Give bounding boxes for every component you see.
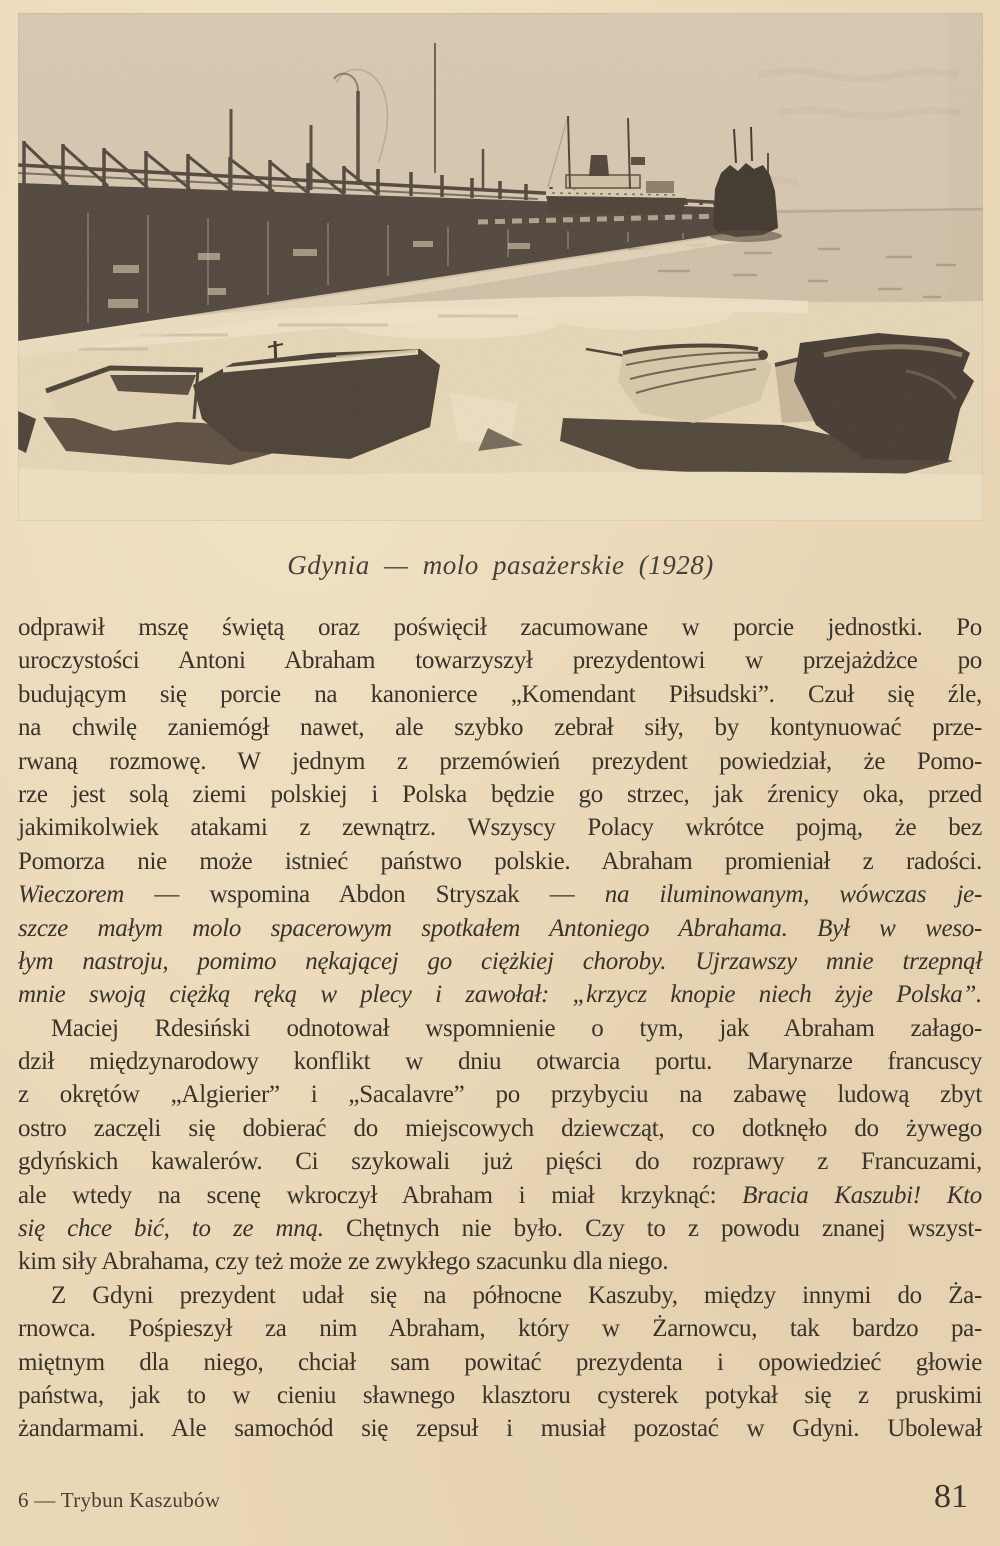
text-line: Wieczorem — wspomina Abdon Stryszak — na iluminowanym, wówczas je-: [18, 881, 982, 909]
text-line: mnie swoją ciężką ręką w plecy i zawołał: „krzycz knopie niech żyje Polska”.: [18, 981, 982, 1009]
photo-caption: Gdynia — molo pasażerskie (1928): [287, 550, 714, 580]
text-line: łym nastroju, pomimo nękającej go ciężkiej choroby. Ujrzawszy mnie trzepnął: [18, 947, 982, 975]
pier-photo: [18, 13, 983, 521]
text-line: na chwilę zaniemógł nawet, ale szybko zebrał siły, by kontynuować prze-: [18, 714, 982, 742]
text-line: szcze małym molo spacerowym spotkałem Antoniego Abrahama. Był w weso-: [18, 914, 982, 942]
text-line: państwa, jak to w cieniu sławnego klasztoru cysterek potykał się z pruskimi: [18, 1381, 982, 1409]
text-line: kim siły Abrahama, czy też może ze zwykłego szacunku dla niego.: [18, 1248, 669, 1276]
text-line: żandarmami. Ale samochód się zepsuł i musiał pozostać w Gdyni. Ubolewał: [18, 1415, 982, 1443]
text-line: miętnym dla niego, chciał sam powitać prezydenta i opowiedzieć głowie: [18, 1348, 982, 1376]
text-line: Maciej Rdesiński odnotował wspomnienie o tym, jak Abraham załago-: [51, 1014, 982, 1042]
text-line: Pomorza nie może istnieć państwo polskie. Abraham promieniał z radości.: [18, 847, 982, 875]
pier-photo-illustration: [18, 13, 983, 521]
text-line: odprawił mszę świętą oraz poświęcił zacumowane w porcie jednostki. Po: [18, 614, 982, 641]
text-line: jakimikolwiek atakami z zewnątrz. Wszyscy Polacy wkrótce pojmą, że bez: [18, 814, 982, 842]
text-line: dził międzynarodowy konflikt w dniu otwarcia portu. Marynarze francuscy: [18, 1048, 982, 1076]
article-text: [18, 611, 982, 1446]
text-line: gdyńskich kawalerów. Ci szykowali już pięści do rozprawy z Francuzami,: [18, 1148, 982, 1176]
footer-signature: 6 — Trybun Kaszubów: [18, 1487, 221, 1512]
text-line: z okrętów „Algierier” i „Sacalavre” po przybyciu na zabawę ludową zbyt: [18, 1081, 982, 1109]
text-line: uroczystości Antoni Abraham towarzyszył prezydentowi w przejażdżce po: [18, 647, 982, 675]
text-line: ale wtedy na scenę wkroczył Abraham i miał krzyknąć: Bracia Kaszubi! Kto: [18, 1181, 982, 1209]
text-line: rwaną rozmowę. W jednym z przemówień prezydent powiedział, że Pomo-: [18, 747, 982, 775]
text-line: rze jest solą ziemi polskiej i Polska będzie go strzec, jak źrenicy oka, przed: [18, 780, 982, 808]
text-line: ostro zaczęli się dobierać do miejscowych dziewcząt, co dotknęło do żywego: [18, 1114, 982, 1142]
page-footer: [18, 1478, 976, 1516]
text-line: budującym się porcie na kanonierce „Komendant Piłsudski”. Czuł się źle,: [18, 680, 982, 708]
text-line: rnowca. Pośpieszył za nim Abraham, który w Żarnowcu, tak bardzo pa-: [18, 1315, 982, 1343]
page-number: 81: [934, 1477, 968, 1515]
text-line: się chce bić, to ze mną. Chętnych nie było. Czy to z powodu znanej wszyst-: [18, 1215, 982, 1243]
text-line: Z Gdyni prezydent udał się na północne Kaszuby, między innymi do Ża-: [51, 1281, 982, 1309]
